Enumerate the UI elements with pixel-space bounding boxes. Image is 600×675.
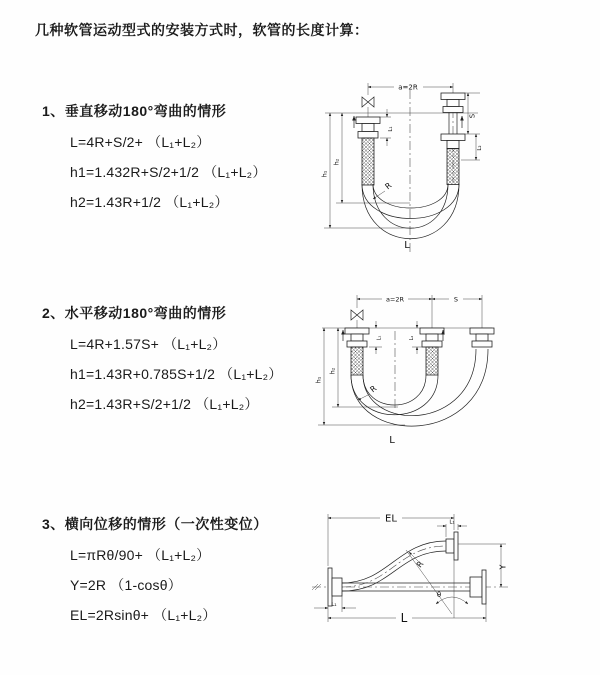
dim-y-label: Y bbox=[498, 564, 508, 570]
section-3 bbox=[42, 514, 317, 637]
dim-h1-label: h₁ bbox=[314, 376, 323, 384]
dim-l1-left bbox=[314, 596, 356, 612]
radius-label: R bbox=[414, 559, 426, 570]
valve-icon bbox=[362, 97, 374, 117]
diagram-lateral-displacement bbox=[300, 500, 600, 660]
dim-l1 bbox=[380, 109, 394, 146]
left-flange bbox=[328, 568, 342, 606]
left-hose-fitting bbox=[356, 117, 380, 185]
dim-l1-left-label: L₁ bbox=[331, 602, 337, 608]
dim-l1-top bbox=[437, 520, 467, 538]
dim-s-label: S bbox=[453, 295, 459, 304]
dim-el-label: EL bbox=[385, 513, 397, 525]
right-hose-fitting bbox=[441, 92, 465, 185]
dim-l2-label: L₂ bbox=[477, 145, 483, 151]
middle-hose-fitting bbox=[420, 328, 444, 375]
radius-label: R bbox=[368, 383, 379, 395]
moved-hose-fitting bbox=[470, 328, 494, 347]
length-label: L bbox=[404, 240, 410, 251]
radius-callout bbox=[358, 384, 379, 400]
dim-a2r-label: a=2R bbox=[385, 295, 405, 304]
valve-icon bbox=[351, 310, 363, 328]
formula-el: EL=2Rsinθ+ （L₁+L₂） bbox=[70, 607, 217, 623]
curved-hose bbox=[342, 541, 446, 591]
section-3-formulas bbox=[70, 547, 317, 624]
formula-h2: h2=1.43R+S/2+1/2 （L₁+L₂） bbox=[70, 396, 259, 412]
diagram-vertical-180-bend bbox=[310, 70, 600, 260]
dim-el bbox=[328, 513, 454, 570]
formula-h1: h1=1.432R+S/2+1/2 （L₁+L₂） bbox=[70, 164, 267, 180]
angle-theta-label: θ bbox=[436, 591, 442, 599]
formula-y: Y=2R （1-cosθ） bbox=[70, 577, 182, 593]
dim-l-label: L bbox=[400, 611, 408, 625]
dim-l1-top-label: L₁ bbox=[449, 519, 455, 526]
dim-a2r bbox=[368, 83, 453, 95]
page-title: 几种软管运动型式的安装方式时，软管的长度计算： bbox=[35, 22, 369, 38]
dim-s-label: S bbox=[468, 113, 477, 119]
radius-callout bbox=[373, 181, 394, 199]
dim-l1 bbox=[369, 321, 383, 354]
formula-l: L=πRθ/90+ （L₁+L₂） bbox=[70, 547, 211, 563]
dim-a2r-label: a=2R bbox=[398, 83, 418, 92]
section-2 bbox=[42, 303, 317, 426]
formula-h1: h1=1.43R+0.785S+1/2 （L₁+L₂） bbox=[70, 366, 283, 382]
dim-h2-label: h₂ bbox=[332, 158, 341, 166]
dim-h2-label: h₂ bbox=[328, 367, 337, 375]
section-1-formulas bbox=[70, 134, 317, 211]
dim-l bbox=[328, 604, 486, 625]
length-label: L bbox=[389, 435, 395, 446]
dim-s bbox=[461, 93, 483, 160]
dim-l2 bbox=[409, 321, 425, 354]
formula-l: L=4R+1.57S+ （L₁+L₂） bbox=[70, 336, 227, 352]
left-hose-fitting bbox=[345, 328, 369, 375]
dim-a2r bbox=[357, 295, 482, 328]
section-1 bbox=[42, 101, 317, 224]
diagram-horizontal-180-bend bbox=[310, 285, 600, 450]
hose-curves bbox=[362, 184, 459, 239]
right-flange bbox=[470, 570, 486, 604]
displaced-flange bbox=[446, 532, 458, 560]
section-2-heading: 2、水平移动180°弯曲的情形 bbox=[42, 305, 227, 321]
dim-l1-label: L₁ bbox=[388, 126, 394, 132]
dim-h1-label: h₁ bbox=[320, 170, 329, 178]
formula-l: L=4R+S/2+ （L₁+L₂） bbox=[70, 134, 211, 150]
angle-theta bbox=[406, 550, 468, 618]
radius-label: R bbox=[383, 180, 394, 192]
section-1-heading: 1、垂直移动180°弯曲的情形 bbox=[42, 103, 227, 119]
section-3-heading: 3、横向位移的情形（一次性变位） bbox=[42, 516, 268, 532]
section-2-formulas bbox=[70, 336, 317, 413]
formula-h2: h2=1.43R+1/2 （L₁+L₂） bbox=[70, 194, 229, 210]
dim-l1-label: L₁ bbox=[376, 335, 383, 341]
dim-l2-label: L₂ bbox=[409, 335, 415, 341]
